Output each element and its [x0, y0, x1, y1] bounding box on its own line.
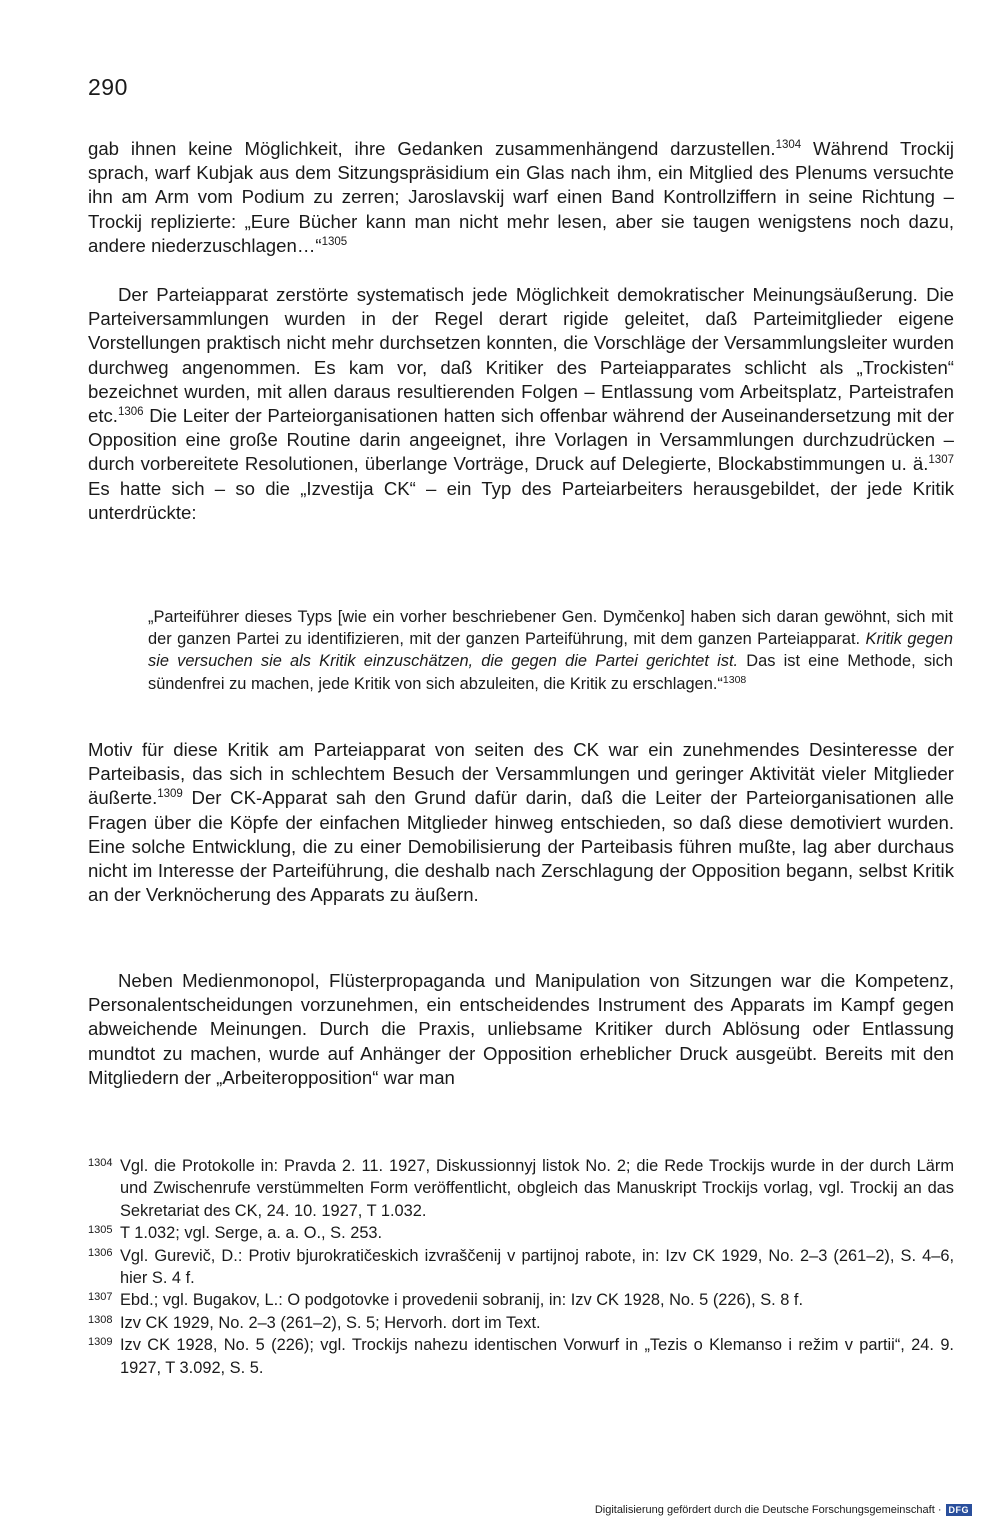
text: Neben Medienmonopol, Flüsterpropaganda und Manipulation von Sitzungen war die Kompetenz, Personalentscheidungen vorzunehmen, ein entscheidendes Instrument des Apparats im Kampf gegen abweichende Meinungen. Durch die Praxis, unliebsame Kritiker durch Ablösung oder Entlassung mundtot zu machen, wurde auf Anhänger der Opposition erheblicher Druck ausgeübt. Bereits mit den Mitgliedern der „Arbeiteropposition“ war man — [88, 970, 954, 1088]
text: Motiv für diese Kritik am Parteiapparat von seiten des CK war ein zunehmendes Desinteresse der Parteibasis, das sich in schlechtem Besuch der Versammlungen und geringer Aktivität vieler Mitglieder äußerte. — [88, 739, 954, 809]
footnote-ref[interactable]: 1309 — [157, 788, 183, 801]
footnote-number: 1306 — [88, 1246, 113, 1259]
quote-italic: Kritik gegen sie versuchen sie als Kritik einzuschätzen, die gegen die Partei gerichtet ist. — [148, 630, 953, 671]
footnote-number: 1304 — [88, 1157, 113, 1169]
text: Während Trockij sprach, warf Kubjak aus dem Sitzungspräsidium ein Glas nach ihm, ein Mitglied des Plenums versuchte ihn am Arm vom Podium zu zerren; Jaroslavskij warf einen Band Kontrollziffern in seine Richtung – Trockij replizierte: „Eure Bücher kann man nicht mehr lesen, aber sie taugen wenigstens noch dazu, andere niederzuschlagen…“ — [88, 138, 954, 256]
footnotes — [88, 1155, 954, 1379]
text: Der CK-Apparat sah den Grund dafür darin, daß die Leiter der Parteiorganisationen alle Fragen über die Köpfe der einfachen Mitglieder hinweg entschieden, so daß diese demotiviert wurden. Eine solche Entwicklung, die zu einer Demobilisierung der Parteibasis führen mußte, lag aber durchaus nicht im Interesse der Parteiführung, die deshalb nach Zerschlagung der Opposition begann, selbst Kritik an der Verknöcherung des Apparats zu äußern. — [88, 787, 954, 906]
text: Es hatte sich – so die „Izvestija CK“ – ein Typ des Parteiarbeiters herausgebildet, der jede Kritik unterdrückte: — [88, 477, 954, 523]
footnote-text: Vgl. die Protokolle in: Pravda 2. 11. 1927, Diskussionnyj listok No. 2; die Rede Trockijs wurde in der durch Lärm und Zwischenrufe verstümmelten Form veröffentlicht, obgleich das Manuskript Trockijs vorlag, vgl. Trockij an das Sekretariat des CK, 24. 10. 1927, T 1.032. — [120, 1157, 954, 1220]
footnote-text: Vgl. Gurevič, D.: Protiv bjurokratičeskich izvraščenij v partijnoj rabote, in: Izv CK 1929, No. 2–3 (261–2), S. 4–6, hier S. 4 f. — [120, 1246, 954, 1288]
footnote-text: Ebd.; vgl. Bugakov, L.: O podgotovke i provedenii sobranij, in: Izv CK 1928, No. 5 (226), S. 8 f. — [120, 1291, 804, 1310]
footnote — [88, 1245, 954, 1290]
credit-text: Digitalisierung gefördert durch die Deutsche Forschungsgemeinschaft · — [594, 1504, 942, 1516]
text: Der Parteiapparat zerstörte systematisch jede Möglichkeit demokratischer Meinungsäußerung. Die Parteiversammlungen wurden in der Regel derart rigide geleitet, daß Parteimitglieder eigene Vorstellungen praktisch nicht mehr durchsetzen konnten, die Vorschläge der Versammlungsleiter wurden durchweg angenommen. Es kam vor, daß Kritiker des Parteiapparates schlicht als „Trockisten“ bezeichnet wurden, mit allen daraus resultierenden Folgen – Entlassung vom Arbeitsplatz, Parteistrafen etc. — [88, 284, 954, 427]
footnote-number: 1307 — [88, 1291, 113, 1304]
footnote — [88, 1289, 954, 1311]
footnote-number: 1309 — [88, 1336, 113, 1349]
text: Die Leiter der Parteiorganisationen hatten sich offenbar während der Auseinandersetzung mit der Opposition eine große Routine darin angeeignet, ihre Vorlagen in Versammlungen durchzudrücken – durch vorbereitete Resolutionen, überlange Vorträge, Druck auf Delegierte, Blockabstimmungen u. ä. — [88, 405, 954, 475]
text: gab ihnen keine Möglichkeit, ihre Gedanken zusammenhängend darzustellen. — [88, 138, 776, 159]
quote-text: „Parteiführer dieses Typs [wie ein vorher beschriebener Gen. Dymčenko] haben sich daran gewöhnt, sich mit der ganzen Partei zu identifizieren, mit der ganzen Parteiführung, mit dem ganzen Parteiapparat. — [148, 608, 953, 649]
footnote-number: 1305 — [88, 1224, 113, 1237]
footnote-ref[interactable]: 1305 — [321, 235, 348, 248]
footnote — [88, 1155, 954, 1222]
block-quote — [148, 606, 953, 695]
paragraph-1 — [88, 137, 954, 258]
paragraph-3 — [88, 738, 954, 907]
footnote — [88, 1222, 954, 1244]
footnote-text: Izv CK 1929, No. 2–3 (261–2), S. 5; Hervorh. dort im Text. — [120, 1313, 541, 1332]
digitization-credit — [595, 1504, 972, 1516]
footnote-number: 1308 — [88, 1313, 113, 1326]
dfg-logo: DFG — [946, 1504, 973, 1516]
footnote-ref[interactable]: 1304 — [775, 139, 802, 151]
footnote-ref[interactable]: 1308 — [722, 673, 747, 686]
footnote-text: T 1.032; vgl. Serge, a. a. O., S. 253. — [120, 1224, 383, 1243]
footnote — [88, 1312, 954, 1334]
footnote-ref[interactable]: 1306 — [117, 406, 144, 419]
footnote — [88, 1334, 954, 1379]
footnote-ref[interactable]: 1307 — [928, 454, 954, 467]
paragraph-4 — [88, 969, 954, 1090]
footnote-text: Izv CK 1928, No. 5 (226); vgl. Trockijs nahezu identischen Vorwurf in „Tezis o Klemanso i režim v partii“, 24. 9. 1927, T 3.092, S. 5. — [120, 1336, 954, 1377]
paragraph-2 — [88, 283, 954, 525]
page-number: 290 — [88, 74, 128, 100]
quote-text: Das ist eine Methode, sich sündenfrei zu machen, jede Kritik von sich abzuleiten, die Kritik zu erschlagen.“ — [148, 652, 953, 693]
